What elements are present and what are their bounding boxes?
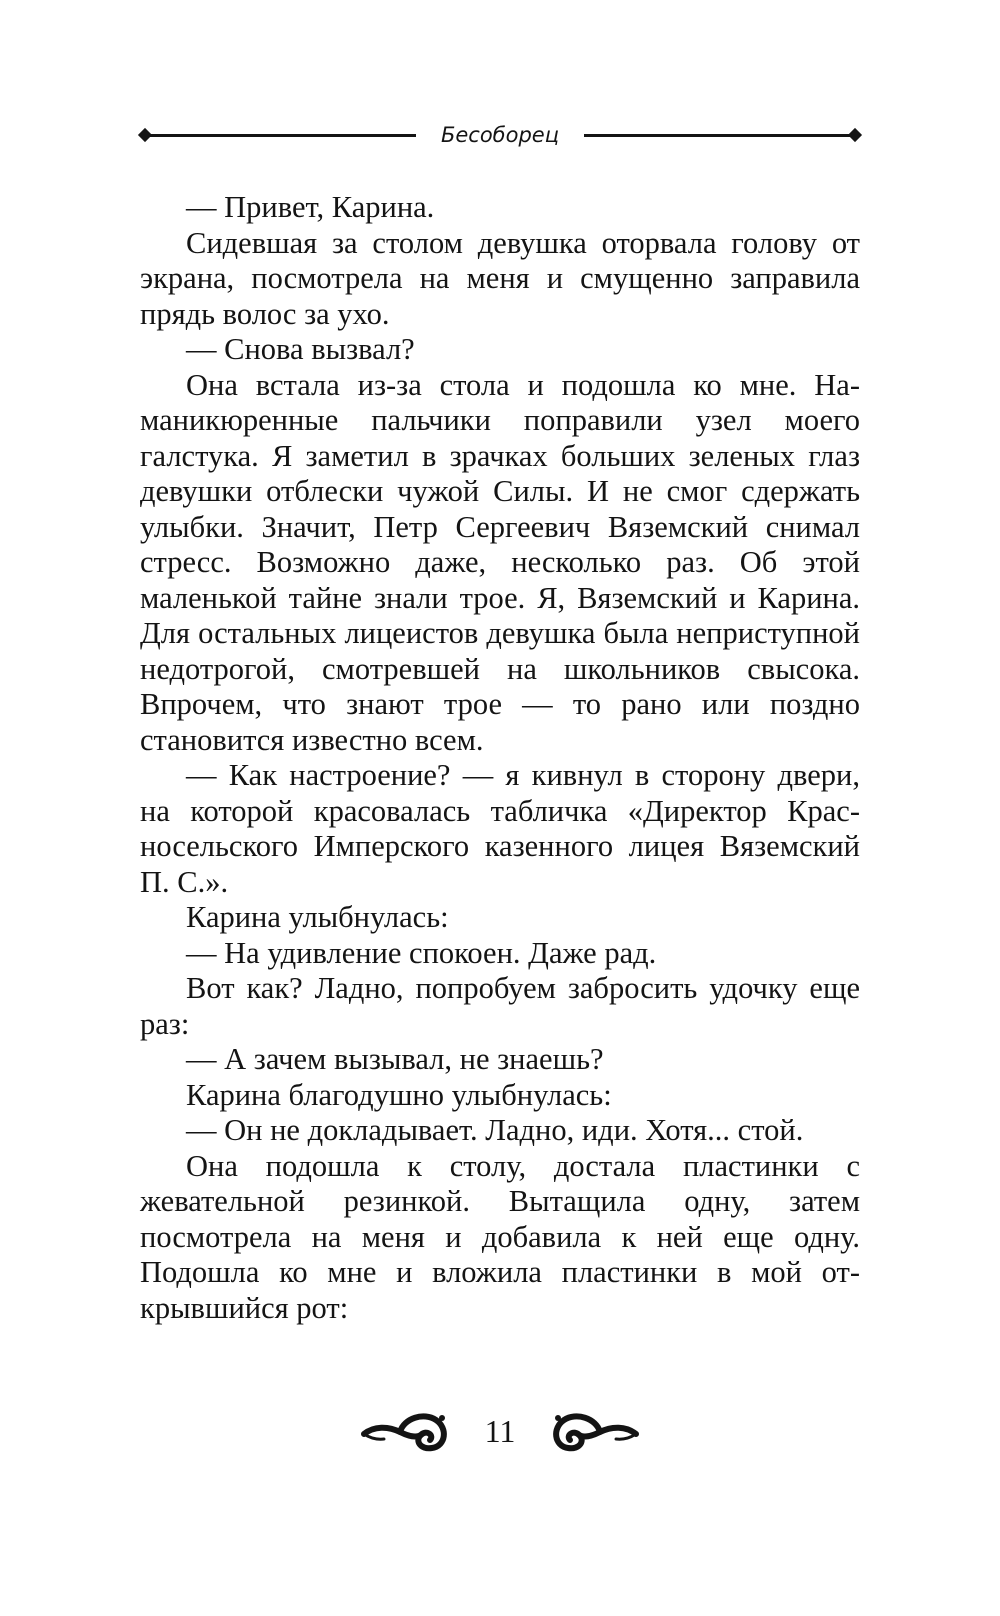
paragraph: — Как настроение? — я кивнул в сторону двери, на которой красовалась табличка «Директор Красносельского Имперского казенного лицея Вяземский П. С.». (140, 758, 860, 899)
paragraph: — Привет, Карина. (186, 190, 435, 224)
page-number: 11 (484, 1413, 516, 1449)
paragraph: Карина улыбнулась: (186, 900, 449, 934)
diamond-bullet-icon (848, 128, 862, 142)
paragraph: — Он не докладывает. Ладно, иди. Хотя... стой. (186, 1113, 804, 1147)
paragraph: — А зачем вызывал, не знаешь? (186, 1042, 604, 1076)
paragraph: — На удивление спокоен. Даже рад. (186, 935, 657, 970)
page-footer (360, 1400, 640, 1460)
swirl-ornament-icon (360, 1408, 450, 1454)
paragraph: Вот как? Ладно, попробуем забросить удочку еще раз: (140, 971, 860, 1041)
page-body (140, 190, 860, 1326)
book-title: Бесоборец (440, 123, 560, 147)
paragraph: Она подошла к столу, достала пластинки с жевательной резинкой. Вытащила одну, затем посмотрела на меня и добавила к ней еще одну. Подошла ко мне и вложила пластинки в мой открывшийся рот: (140, 1148, 860, 1325)
running-header (138, 120, 862, 150)
header-rule-left (148, 134, 416, 137)
paragraph: — Снова вызвал? (186, 332, 415, 366)
paragraph: Сидевшая за столом девушка оторвала голову от экрана, посмотрела на меня и смущенно заправила прядь волос за ухо. (140, 225, 860, 331)
paragraph: Карина благодушно улыбнулась: (186, 1077, 612, 1112)
header-rule-right (584, 134, 852, 137)
paragraph: Она встала из-за стола и подошла ко мне. Наманикюренные пальчики поправили узел моего галстука. Я заметил в зрачках больших зеленых глаз девушки отблески чужой Силы. И не смог сдержать улыбки. Значит, Петр Сергеевич Вяземский снимал стресс. Возможно даже, несколько раз. Об этой маленькой тайне знали трое. Я, Вяземский и Карина. Для остальных лицеистов девушка была неприступной недотрогой, смотревшей на школьников свысока. Впрочем, что знают трое — то рано или поздно становится известно всем. (140, 367, 860, 757)
swirl-ornament-icon (550, 1408, 640, 1454)
